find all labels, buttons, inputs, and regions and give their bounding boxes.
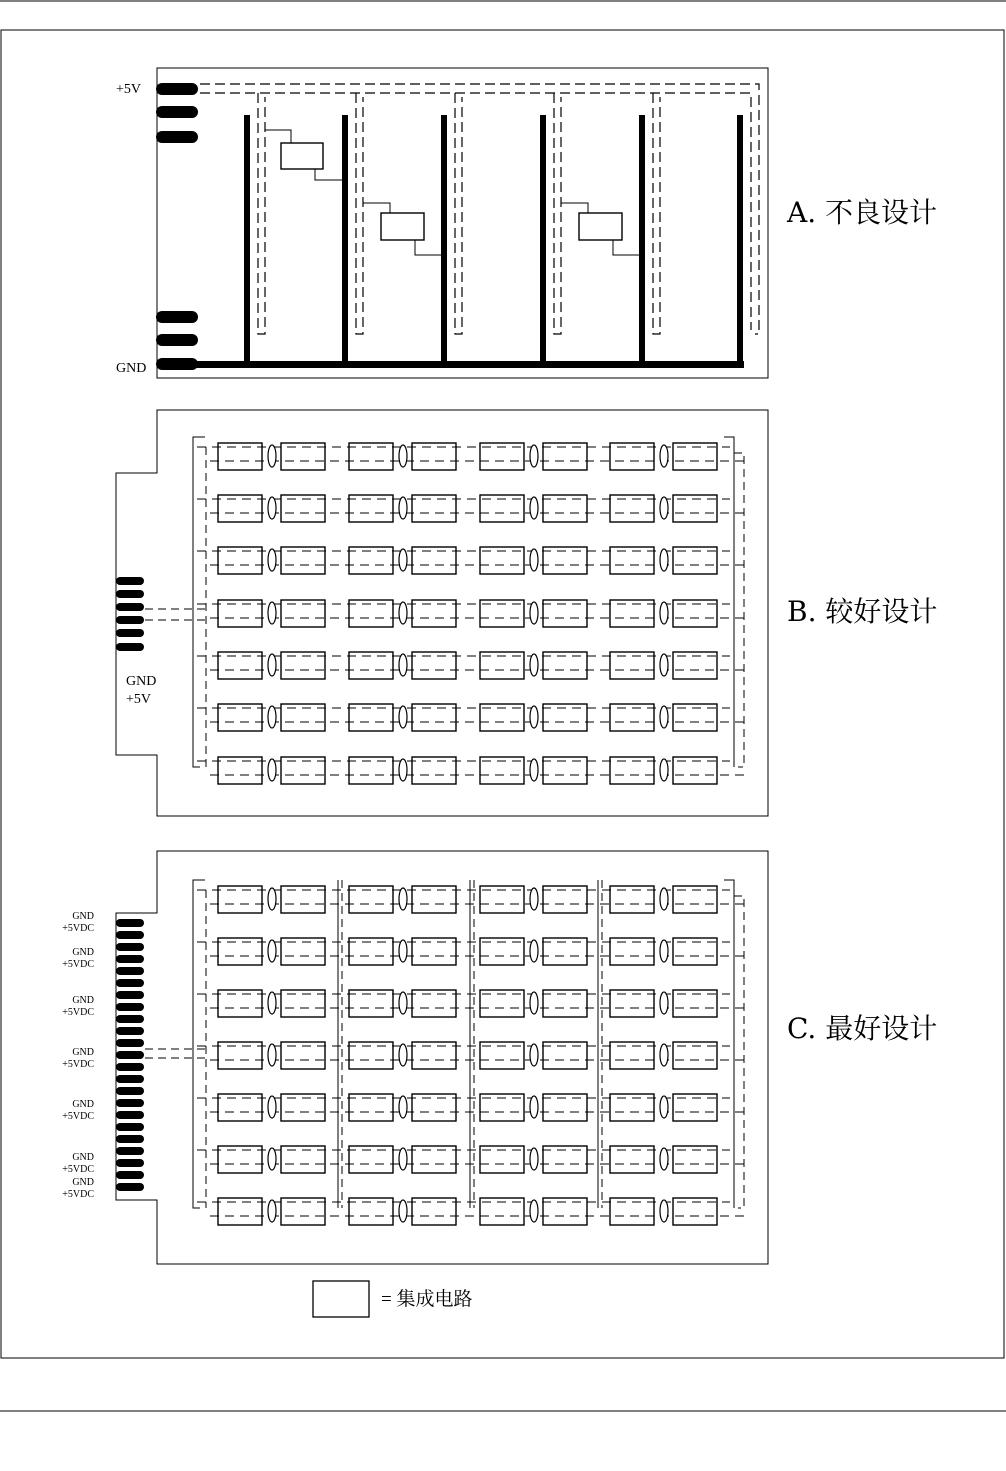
panel-a-ic-chips	[265, 130, 639, 255]
pin-label-gnd: GND	[72, 1047, 94, 1058]
panel-a-ic	[579, 213, 622, 240]
decoupling-capacitor	[268, 549, 276, 571]
panel-c-edge-pad	[116, 1027, 144, 1035]
ic-chip	[412, 1146, 456, 1173]
decoupling-capacitor	[268, 654, 276, 676]
decoupling-capacitor	[399, 992, 407, 1014]
panel-b-ic-grid	[145, 437, 744, 784]
decoupling-capacitor	[530, 1200, 538, 1222]
decoupling-capacitor	[530, 497, 538, 519]
panel-a-gnd-branch	[737, 115, 743, 367]
panel-c-edge-pad	[116, 1003, 144, 1011]
ic-chip	[412, 886, 456, 913]
decoupling-capacitor	[399, 888, 407, 910]
decoupling-capacitor	[399, 1200, 407, 1222]
panel-a-edge-pad	[156, 334, 198, 346]
panel-b-better-design	[116, 410, 937, 816]
ic-chip	[412, 704, 456, 731]
decoupling-capacitor	[530, 759, 538, 781]
decoupling-capacitor	[660, 1148, 668, 1170]
panel-a-gnd-label: GND	[116, 361, 147, 376]
decoupling-capacitor	[268, 706, 276, 728]
decoupling-capacitor	[399, 549, 407, 571]
panel-a-gnd-branch	[244, 115, 250, 367]
decoupling-capacitor	[530, 549, 538, 571]
ic-chip	[412, 1198, 456, 1225]
panel-c-edge-pad	[116, 1051, 144, 1059]
pin-label-5vdc: +5VDC	[62, 1189, 94, 1200]
panel-b-board-outline	[116, 410, 768, 816]
decoupling-capacitor	[399, 759, 407, 781]
decoupling-capacitor	[530, 706, 538, 728]
panel-c-ic-grid	[145, 880, 744, 1225]
panel-c-edge-pad	[116, 1015, 144, 1023]
ic-chip	[218, 886, 262, 913]
decoupling-capacitor	[268, 1096, 276, 1118]
ic-chip	[218, 1198, 262, 1225]
ic-chip	[412, 1042, 456, 1069]
figure-frame	[1, 30, 1004, 1358]
panel-a-gnd-branch	[441, 115, 447, 367]
decoupling-capacitor	[660, 445, 668, 467]
decoupling-capacitor	[399, 1096, 407, 1118]
ic-chip	[218, 652, 262, 679]
ic-chip	[218, 938, 262, 965]
decoupling-capacitor	[399, 1044, 407, 1066]
power-bus	[734, 453, 744, 767]
panel-c-edge-pad	[116, 1111, 144, 1119]
pin-label-gnd: GND	[72, 1152, 94, 1163]
decoupling-capacitor	[399, 445, 407, 467]
decoupling-capacitor	[399, 654, 407, 676]
panel-c-edge-pad	[116, 1183, 144, 1191]
decoupling-capacitor	[268, 1200, 276, 1222]
decoupling-capacitor	[268, 445, 276, 467]
panel-a-edge-pad	[156, 131, 198, 143]
decoupling-capacitor	[530, 1044, 538, 1066]
panel-c-edge-pad	[116, 1135, 144, 1143]
panel-b-5v-label: +5V	[126, 692, 152, 707]
decoupling-capacitor	[530, 1148, 538, 1170]
panel-b-edge-pad	[116, 577, 144, 585]
decoupling-capacitor	[399, 1148, 407, 1170]
decoupling-capacitor	[660, 992, 668, 1014]
pin-label-5vdc: +5VDC	[62, 1111, 94, 1122]
panel-b-gnd-label: GND	[126, 674, 157, 689]
panel-c-edge-pad	[116, 931, 144, 939]
panel-c-edge-pad	[116, 1087, 144, 1095]
pin-label-5vdc: +5VDC	[62, 1007, 94, 1018]
decoupling-capacitor	[660, 706, 668, 728]
decoupling-capacitor	[530, 992, 538, 1014]
decoupling-capacitor	[530, 940, 538, 962]
panel-c-edge-pad	[116, 979, 144, 987]
ic-chip	[218, 547, 262, 574]
power-bus	[734, 896, 744, 1208]
decoupling-capacitor	[530, 888, 538, 910]
decoupling-capacitor	[660, 497, 668, 519]
ic-chip	[412, 495, 456, 522]
panel-c-edge-pad	[116, 955, 144, 963]
panel-a-5v-label: +5V	[116, 82, 142, 97]
power-bus	[724, 437, 734, 767]
decoupling-capacitor	[660, 1096, 668, 1118]
panel-a-edge-pad	[156, 311, 198, 323]
ic-chip	[412, 652, 456, 679]
ic-chip	[218, 704, 262, 731]
ic-chip	[218, 990, 262, 1017]
decoupling-capacitor	[268, 1044, 276, 1066]
decoupling-capacitor	[399, 706, 407, 728]
panel-c-edge-pad	[116, 991, 144, 999]
ic-chip	[412, 600, 456, 627]
panel-c-edge-pad	[116, 1171, 144, 1179]
panel-a-edge-pad	[156, 83, 198, 95]
power-bus	[724, 880, 734, 1208]
panel-a-title: A. 不良设计	[787, 196, 938, 229]
panel-a-ic	[281, 143, 323, 169]
decoupling-capacitor	[660, 888, 668, 910]
decoupling-capacitor	[399, 497, 407, 519]
panel-c-title: C. 最好设计	[787, 1012, 938, 1045]
pin-label-gnd: GND	[72, 1099, 94, 1110]
decoupling-capacitor	[530, 602, 538, 624]
panel-b-edge-pad	[116, 603, 144, 611]
decoupling-capacitor	[530, 1096, 538, 1118]
legend-text: = 集成电路	[381, 1289, 473, 1310]
decoupling-capacitor	[660, 1044, 668, 1066]
ic-chip	[412, 990, 456, 1017]
panel-c-edge-pad	[116, 919, 144, 927]
decoupling-capacitor	[268, 602, 276, 624]
panel-a-gnd-branch	[540, 115, 546, 367]
panel-c-edge-pad	[116, 1039, 144, 1047]
decoupling-capacitor	[660, 940, 668, 962]
decoupling-capacitor	[660, 654, 668, 676]
panel-b-edge-pad	[116, 643, 144, 651]
ic-chip	[218, 757, 262, 784]
decoupling-capacitor	[660, 759, 668, 781]
pin-label-5vdc: +5VDC	[62, 1164, 94, 1175]
panel-a-poor-design	[116, 68, 937, 378]
panel-a-vcc-trace	[200, 84, 759, 334]
power-bus	[193, 437, 205, 767]
decoupling-capacitor	[399, 940, 407, 962]
ic-chip	[412, 1094, 456, 1121]
panel-c-edge-pads	[116, 919, 144, 1191]
panel-c-pin-labels	[62, 911, 94, 1200]
panel-b-edge-pads	[116, 577, 144, 651]
panel-a-ic	[381, 213, 424, 240]
panel-a-gnd-branch	[639, 115, 645, 367]
ic-chip	[218, 495, 262, 522]
panel-c-edge-pad	[116, 967, 144, 975]
decoupling-capacitor	[268, 497, 276, 519]
legend	[313, 1281, 472, 1317]
decoupling-capacitor	[268, 940, 276, 962]
pin-label-5vdc: +5VDC	[62, 959, 94, 970]
panel-b-edge-pad	[116, 590, 144, 598]
panel-b-edge-pad	[116, 629, 144, 637]
pin-label-gnd: GND	[72, 947, 94, 958]
decoupling-capacitor	[530, 654, 538, 676]
ic-chip	[412, 443, 456, 470]
panel-c-best-design	[62, 851, 937, 1264]
decoupling-capacitor	[399, 602, 407, 624]
decoupling-capacitor	[660, 549, 668, 571]
decoupling-capacitor	[268, 759, 276, 781]
decoupling-capacitor	[660, 602, 668, 624]
panel-c-edge-pad	[116, 1063, 144, 1071]
pin-label-gnd: GND	[72, 911, 94, 922]
ic-chip	[218, 1094, 262, 1121]
legend-ic-symbol	[313, 1281, 369, 1317]
ic-chip	[412, 938, 456, 965]
panel-c-edge-pad	[116, 1099, 144, 1107]
ic-chip	[218, 1146, 262, 1173]
decoupling-capacitor	[530, 445, 538, 467]
panel-c-edge-pad	[116, 1075, 144, 1083]
ic-chip	[412, 547, 456, 574]
panel-b-title: B. 较好设计	[787, 595, 938, 628]
panel-c-edge-pad	[116, 943, 144, 951]
pin-label-gnd: GND	[72, 995, 94, 1006]
decoupling-capacitor	[268, 992, 276, 1014]
panel-b-edge-pad	[116, 616, 144, 624]
pin-label-5vdc: +5VDC	[62, 1059, 94, 1070]
decoupling-capacitor	[268, 888, 276, 910]
panel-a-edge-pad	[156, 106, 198, 118]
pin-label-gnd: GND	[72, 1177, 94, 1188]
panel-c-edge-pad	[116, 1159, 144, 1167]
ic-chip	[218, 443, 262, 470]
panel-a-gnd-bus	[190, 361, 744, 368]
ic-chip	[218, 1042, 262, 1069]
ic-chip	[218, 600, 262, 627]
panel-a-gnd-branch	[342, 115, 348, 367]
ic-chip	[412, 757, 456, 784]
panel-c-edge-pad	[116, 1147, 144, 1155]
power-bus	[193, 880, 205, 1208]
decoupling-capacitor	[268, 1148, 276, 1170]
decoupling-capacitor	[660, 1200, 668, 1222]
panel-c-edge-pad	[116, 1123, 144, 1131]
pin-label-5vdc: +5VDC	[62, 923, 94, 934]
